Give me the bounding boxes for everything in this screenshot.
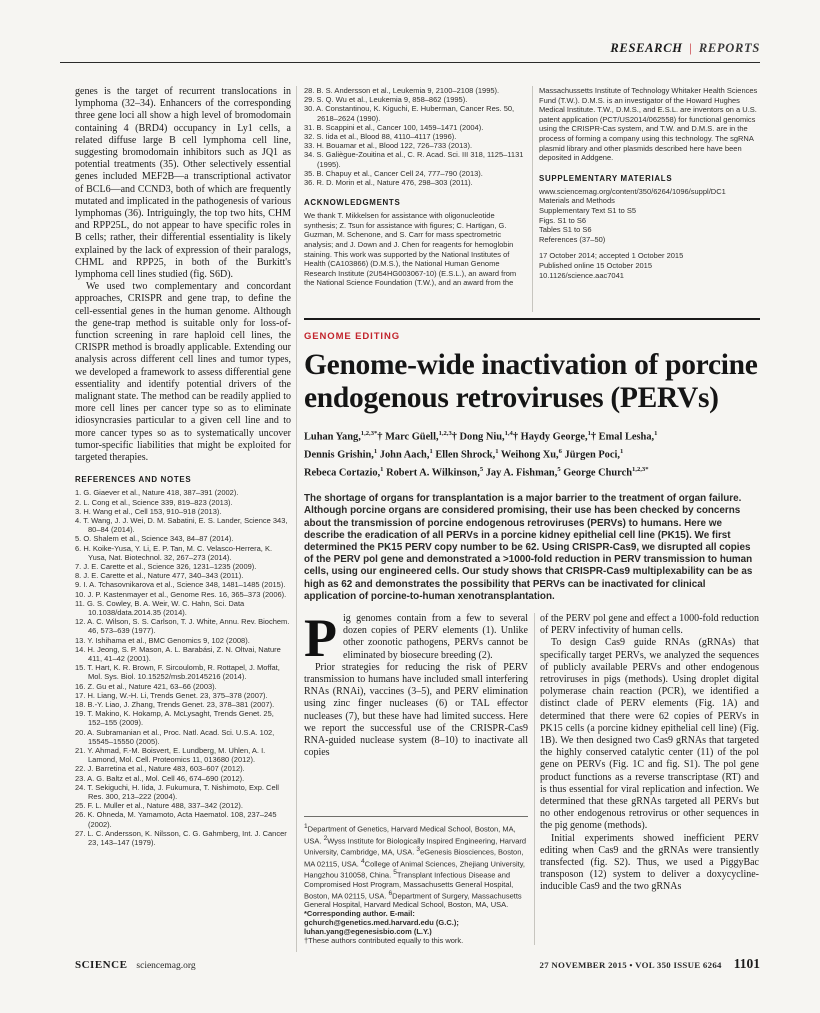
list-item: 7. J. E. Carette et al., Science 326, 1231–1235 (2009). bbox=[75, 561, 257, 571]
list-item: 14. H. Jeong, S. P. Mason, A. L. Barabási, Z. N. Oltvai, Nature 411, 41–42 (2001). bbox=[75, 644, 281, 663]
acknowledgments-heading: ACKNOWLEDGMENTS bbox=[304, 198, 401, 208]
list-item: 34. S. Galiègue-Zouitina et al., C. R. Acad. Sci. III 318, 1125–1131 (1995). bbox=[304, 150, 524, 169]
article bbox=[304, 318, 760, 945]
supplementary-lines bbox=[539, 187, 760, 245]
middle-column-top bbox=[304, 86, 528, 288]
list-item: 24. T. Sekiguchi, H. Iida, J. Fukumura, T. Nishimoto, Exp. Cell Res. 300, 213–222 (2004). bbox=[75, 782, 279, 801]
corresponding-author-note: *Corresponding author. E-mail: gchurch@genetics.med.harvard.edu (G.C.); luhan.yang@egenesisbio.com (L.Y.) bbox=[304, 909, 459, 937]
list-item: 5. O. Shalem et al., Science 343, 84–87 (2014). bbox=[75, 534, 234, 544]
list-item: 26. K. Ohneda, M. Yamamoto, Acta Haematol. 108, 237–245 (2002). bbox=[75, 810, 277, 829]
header-rule bbox=[60, 62, 760, 63]
author-line: Dennis Grishin,$^1$ John Aach,$^1$ Ellen Shrock,$^1$ Weihong Xu,$^6$ Jürgen Poci,$^1$ bbox=[304, 448, 624, 461]
body-paragraph: of the PERV pol gene and effect a 1000-fold reduction of PERV infectivity of human cells. bbox=[540, 613, 759, 637]
article-body bbox=[304, 608, 760, 946]
running-head-divider: | bbox=[688, 41, 693, 55]
list-item: References (37–50) bbox=[539, 234, 606, 244]
list-item: 32. S. Iida et al., Blood 88, 4110–4117 (1996). bbox=[304, 132, 457, 142]
intro-text: ig genomes contain from a few to several dozen copies of PERV elements (1). Unlike other zoonotic pathogens, PERVs cannot be eliminated by biosecure breeding (2). bbox=[343, 613, 528, 661]
footer-left bbox=[75, 959, 196, 971]
list-item: 33. H. Bouamar et al., Blood 122, 726–733 (2013). bbox=[304, 141, 473, 151]
list-item: 31. B. Scappini et al., Cancer 100, 1459–1471 (2004). bbox=[304, 122, 484, 132]
affiliations: $^1$Department of Genetics, Harvard Medical School, Boston, MA, USA. $^2$Wyss Institute for Biologically Inspired Engineering, Harvard University, Cambridge, MA, USA. $^3$eGenesis Biosciences, Boston, MA 02115, USA. $^4$College of Animal Sciences, Zhejiang University, Hangzhou 310058, China. $^5$Transplant Infectious Disease and Compromised Host Program, Massachusetts General Hospital, Boston, MA 02115, USA. $^6$Department of Surgery, Massachusetts General Hospital, Harvard Medical School, Boston, MA, USA. bbox=[304, 823, 527, 910]
list-item: Supplementary Text S1 to S5 bbox=[539, 205, 637, 215]
running-head-research: RESEARCH bbox=[610, 41, 683, 55]
list-item: 3. H. Wang et al., Cell 153, 910–918 (2013). bbox=[75, 506, 222, 516]
column-divider bbox=[532, 86, 533, 312]
list-item: Materials and Methods bbox=[539, 196, 615, 206]
list-item: 35. B. Chapuy et al., Cancer Cell 24, 777–790 (2013). bbox=[304, 168, 483, 178]
list-item: 23. A. G. Baltz et al., Mol. Cell 46, 674–690 (2012). bbox=[75, 773, 245, 783]
article-title bbox=[304, 349, 760, 415]
list-item: 17 October 2014; accepted 1 October 2015 bbox=[539, 251, 684, 261]
right-column-top bbox=[539, 86, 760, 280]
dropcap: P bbox=[304, 608, 337, 669]
section-label: GENOME EDITING bbox=[304, 331, 400, 342]
list-item: 20. A. Subramanian et al., Proc. Natl. Acad. Sci. U.S.A. 102, 15545–15550 (2005). bbox=[75, 727, 275, 746]
list-item: 28. B. S. Andersson et al., Leukemia 9, 2100–2108 (1995). bbox=[304, 86, 500, 95]
list-item: 25. F. L. Muller et al., Nature 488, 337–342 (2012). bbox=[75, 801, 244, 811]
list-item: Figs. S1 to S6 bbox=[539, 215, 587, 225]
list-item: 10. J. P. Kastenmayer et al., Genome Res. 16, 365–373 (2006). bbox=[75, 589, 287, 599]
list-item: 6. H. Koike-Yusa, Y. Li, E. P. Tan, M. C. Velasco-Herrera, K. Yusa, Nat. Biotechnol. 32, 267–273 (2014). bbox=[75, 543, 273, 562]
article-top-rule bbox=[304, 318, 760, 320]
list-item: 8. J. E. Carette et al., Nature 477, 340–343 (2011). bbox=[75, 571, 244, 581]
list-item: Tables S1 to S6 bbox=[539, 225, 592, 235]
body-paragraph: Initial experiments showed inefficient PERV editing when Cas9 and the gRNAs were transiently transfected (fig. S2). Thus, we used a PiggyBac transposon (12) system to deliver a doxycycline-inducible Cas9 and the two gRNAs bbox=[540, 832, 759, 893]
body-paragraph: Prior strategies for reducing the risk of PERV transmission to humans have included small interfering RNAs (RNAi), vaccines (3–5), and PERV elimination using zinc finger nucleases (6) or TAL effector nucleases (7), but these have had limited success. Here we report the successful use of the CRISPR-Cas9 RNA-guided nuclease system (8–10) to inactivate all copies bbox=[304, 661, 528, 759]
list-item: 11. G. S. Cowley, B. A. Weir, W. C. Hahn, Sci. Data 10.1038/data.2014.35 (2014). bbox=[75, 598, 245, 617]
list-item: 27. L. C. Andersson, K. Nilsson, C. G. Gahmberg, Int. J. Cancer 23, 143–147 (1979). bbox=[75, 828, 287, 848]
equal-contribution-note: †These authors contributed equally to this work. bbox=[304, 936, 464, 946]
acknowledgments-text: We thank T. Mikkelsen for assistance with oligonucleotide synthesis; Z. Tsun for assistance with figures; C. Hartigan, G. Guzman, M. Schenone, and S. Carr for mass spectrometric analysis; and J. Down and J. Chen for reagents for hemoglobin staining. This work was supported by the National Institutes of Health (CA103866) (D.M.S.), the National Human Genome Research Institute (2U54HG003067-10) (E.S.L.), an award from the National Science Foundation (T.W.), and an award from the bbox=[304, 211, 517, 288]
journal-website: sciencemag.org bbox=[136, 961, 196, 971]
running-head bbox=[610, 41, 760, 56]
list-item: 22. J. Barretina et al., Nature 483, 603–607 (2012). bbox=[75, 764, 245, 774]
issue-info: 27 NOVEMBER 2015 • VOL 350 ISSUE 6264 bbox=[539, 960, 722, 970]
references-list bbox=[75, 488, 291, 847]
running-head-reports: REPORTS bbox=[698, 41, 760, 55]
list-item: 21. Y. Ahmad, F.-M. Boisvert, E. Lundberg, M. Uhlen, A. I. Lamond, Mol. Cell. Proteomics 11, 013680 (2012). bbox=[75, 745, 266, 765]
list-item: 15. T. Hart, K. R. Brown, F. Sircoulomb, R. Rottapel, J. Moffat, Mol. Sys. Biol. 10.15252/msb.20145216 (2014). bbox=[75, 663, 280, 682]
column-divider bbox=[296, 86, 297, 952]
list-item: 30. A. Constantinou, K. Kiguchi, E. Huberman, Cancer Res. 50, 2618–2624 (1990). bbox=[304, 104, 515, 123]
article-dates bbox=[539, 251, 760, 280]
list-item: 17. H. Liang, W.-H. Li, Trends Genet. 23, 375–378 (2007). bbox=[75, 690, 268, 700]
list-item: 29. S. Q. Wu et al., Leukemia 9, 858–862 (1995). bbox=[304, 95, 468, 105]
acknowledgments-continued: Massachussetts Institute of Technology Whitaker Health Sciences Fund (T.W.). D.M.S. is an investigator of the Howard Hughes Medical Institute. T.W., D.M.S., and E.S.L. are inventors on a U.S. patent application (PCT/US2014/062558) for functional genomics using the CRISPR-Cas system, and T.W. and D.M.S. are in the process of forming a company using this technology. The sgRNA plasmid library and other plasmids described here have been deposited in Addgene. bbox=[539, 86, 758, 163]
author-list bbox=[304, 427, 760, 481]
list-item: 9. I. A. Tchasovnikarova et al., Science 348, 1481–1485 (2015). bbox=[75, 580, 286, 590]
author-line: Luhan Yang,$^{1,2,3*}$† Marc Güell,$^{1,2,3}$† Dong Niu,$^{1,4}$† Haydy George,$^1$† Emal Lesha,$^1$ bbox=[304, 430, 658, 443]
left-column bbox=[75, 86, 291, 847]
article-title-line1: Genome-wide inactivation of porcine bbox=[304, 349, 758, 381]
list-item: Published online 15 October 2015 bbox=[539, 260, 652, 270]
list-item: 1. G. Giaever et al., Nature 418, 387–391 (2002). bbox=[75, 488, 239, 498]
article-title-line2: endogenous retroviruses (PERVs) bbox=[304, 382, 719, 414]
body-paragraph: To design Cas9 guide RNAs (gRNAs) that specifically target PERVs, we analyzed the sequences of publicly available PERVs and other endogenous retroviruses in pigs (methods). Using droplet digital polymerase chain reaction (PCR), we identified a distinct clade of PERV elements (Fig. 1A) and determined that there were 62 copies of PERVs in PK15 cells (a porcine kidney epithelial cell line) (Fig. 1B). We then designed two Cas9 gRNAs that targeted the highly conserved catalytic center (11) of the pol gene on PERVs (Fig. 1C and fig. S1). The pol gene product functions as a reverse transcriptase (RT) and is thus essential for viral replication and infection. We determined that these gRNAs targeted all PERVs but no other endogenous retrovirus or other sequences in the pig genome (methods). bbox=[540, 637, 759, 832]
column-divider bbox=[534, 613, 535, 945]
references-list-continued bbox=[304, 86, 528, 187]
list-item: www.sciencemag.org/content/350/6264/1096/suppl/DC1 bbox=[539, 186, 726, 196]
body-paragraph bbox=[304, 608, 528, 669]
page-footer bbox=[75, 956, 760, 972]
list-item: 10.1126/science.aac7041 bbox=[539, 270, 624, 280]
list-item: 4. T. Wang, J. J. Wei, D. M. Sabatini, E. S. Lander, Science 343, 80–84 (2014). bbox=[75, 515, 288, 535]
list-item: 13. Y. Ishihama et al., BMC Genomics 9, 102 (2008). bbox=[75, 635, 250, 645]
list-item: 18. B.-Y. Liao, J. Zhang, Trends Genet. 23, 378–381 (2007). bbox=[75, 699, 275, 709]
body-paragraph: We used two complementary and concordant approaches, CRISPR and gene trap, to define the cell-essential genes in the human genome. Although the gene-trap method is suitable only for loss-of-function screening in rare haploid cell lines, the CRISPR method is broadly applicable. Extending our analysis across different cell lines and tumor types, we developed a framework to assess differential gene essentiality and identify potential drivers of the malignant state. The method can be readily applied to more cell lines per cancer type so as to eliminate idiosyncrasies particular to a given cell line and to more cancer types so as to systematically uncover tumor-specific liabilities that might be exploited for targeted therapies. bbox=[75, 281, 291, 464]
article-body-column-1 bbox=[304, 608, 528, 946]
article-body-column-2 bbox=[540, 613, 759, 945]
list-item: 19. T. Makino, K. Hokamp, A. McLysaght, Trends Genet. 25, 152–155 (2009). bbox=[75, 709, 274, 728]
supplementary-heading: SUPPLEMENTARY MATERIALS bbox=[539, 173, 673, 183]
page-number: 1101 bbox=[733, 956, 760, 971]
body-paragraph: genes is the target of recurrent translocations in lymphoma (32–34). Enhancers of the corresponding three gene loci all show a high level of bromodomain containing 4 (BRD4) occupancy in Ly1 cells, a related diffuse large B cell lymphoma cell line, suggesting bromodomain inhibitors such as JQ1 as potential treatments (35). Other selectively essential genes included MEF2B—a transcriptional activator of BCL6—and CCND3, both of which are frequently mutated and implicated in the pathogenesis of various lymphomas (36). Intriguingly, the top two hits, CHM and RPP25L, do not appear to have specific roles in B cells; rather, their differential essentiality is likely explained by the lack of expression of their paralogs, CHML and RPP25, in both of the Burkitt's lymphoma cell lines studied (fig. S6D). bbox=[75, 86, 291, 281]
journal-name: SCIENCE bbox=[75, 959, 128, 971]
list-item: 12. A. C. Wilson, S. S. Carlson, T. J. White, Annu. Rev. Biochem. 46, 573–639 (1977). bbox=[75, 617, 290, 636]
abstract: The shortage of organs for transplantation is a major barrier to the treatment of organ failure. Although porcine organs are considered promising, their use has been checked by concerns about the transmission of porcine endogenous retroviruses (PERVs) to humans. Here we describe the eradication of all PERVs in a porcine kidney epithelial cell line (PK15). We first determined the PK15 PERV copy number to be 62. Using CRISPR-Cas9, we disrupted all copies of the PERV pol gene and demonstrated a >1000-fold reduction in PERV transmission to human cells, using our engineered cells. Our study shows that CRISPR-Cas9 multiplexability can be as high as 62 and demonstrates the possibility that PERVs can be inactivated for clinical application of porcine-to-human xenotransplantation. bbox=[304, 493, 753, 602]
author-footnote bbox=[304, 816, 528, 945]
list-item: 36. R. D. Morin et al., Nature 476, 298–303 (2011). bbox=[304, 178, 473, 188]
footer-right bbox=[540, 956, 761, 972]
references-heading: REFERENCES AND NOTES bbox=[75, 475, 192, 485]
list-item: 16. Z. Gu et al., Nature 421, 63–66 (2003). bbox=[75, 681, 217, 691]
list-item: 2. L. Cong et al., Science 339, 819–823 (2013). bbox=[75, 497, 233, 507]
author-line: Rebeca Cortazio,$^1$ Robert A. Wilkinson,$^5$ Jay A. Fishman,$^5$ George Church$^{1,2,3*}$ bbox=[304, 466, 649, 479]
